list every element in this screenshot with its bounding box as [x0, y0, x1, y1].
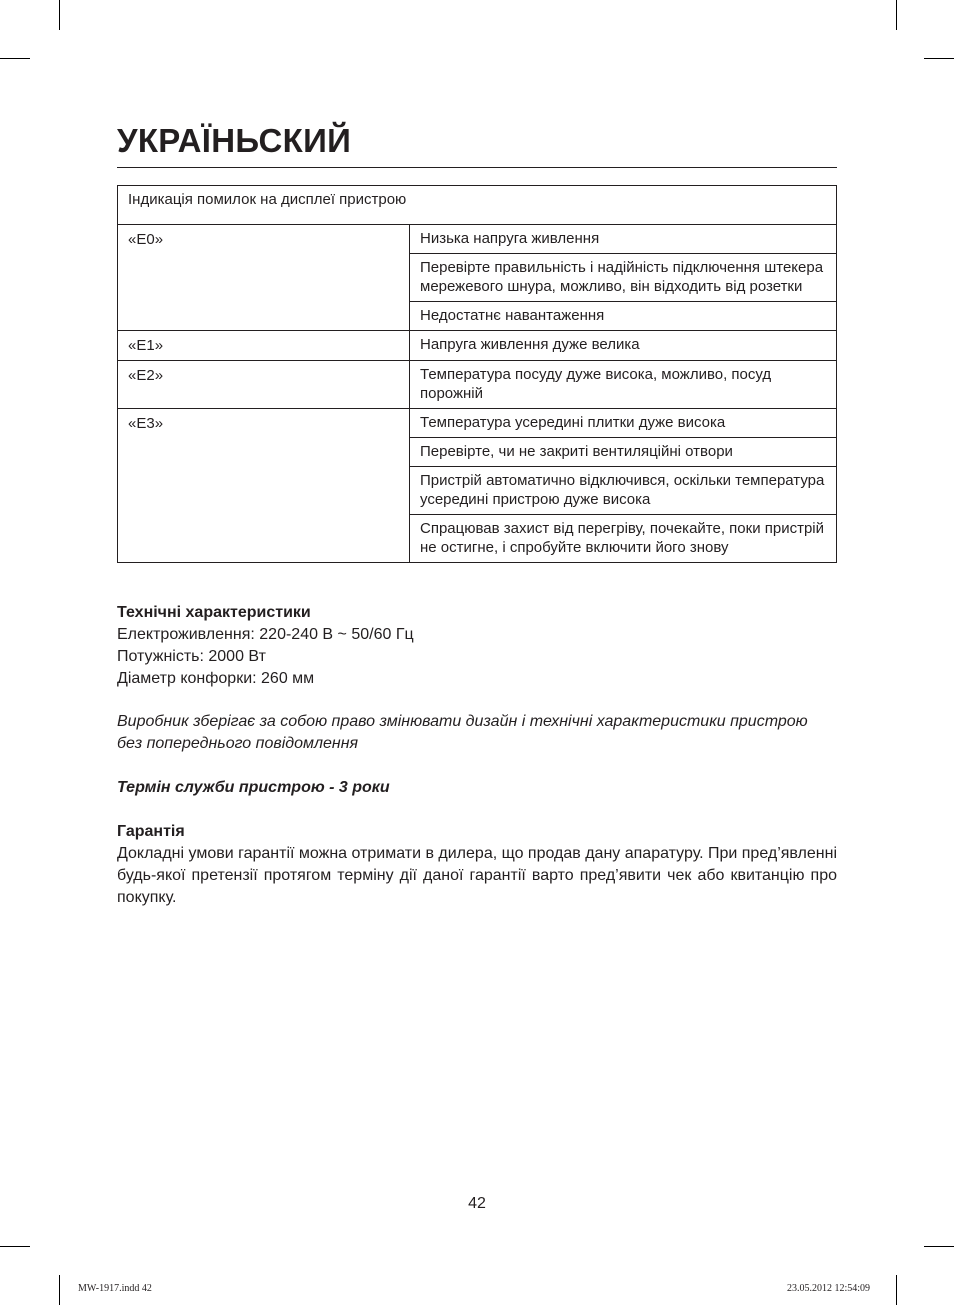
table-header-row [118, 186, 837, 225]
error-code: «E0» [118, 225, 410, 331]
error-message: Перевірте, чи не закриті вентиляційні отвори [410, 438, 837, 467]
error-message: Температура усередині плитки дуже висока [410, 409, 837, 438]
crop-mark [0, 1246, 30, 1247]
page-number: 42 [468, 1195, 486, 1212]
warranty-text: Докладні умови гарантії можна отримати в дилера, що продав дану апаратуру. При пред’явленні будь-якої претензії протягом терміну дії даної гарантії варто пред’явити чек або квитанцію про покупку. [117, 845, 838, 906]
error-code: «E3» [118, 409, 410, 563]
table-row [118, 409, 837, 438]
crop-mark [924, 1246, 954, 1247]
error-message: Пристрій автоматично відключився, оскільки температура усередині пристрою дуже висока [410, 467, 837, 515]
error-table [117, 185, 837, 563]
warranty-section [117, 821, 837, 909]
table-row [118, 361, 837, 409]
crop-mark [896, 1275, 897, 1305]
table-row [118, 225, 837, 254]
crop-mark [896, 0, 897, 30]
crop-mark [924, 58, 954, 59]
error-message: Перевірте правильність і надійність підключення штекера мережевого шнура, можливо, він відходить від розетки [410, 254, 837, 302]
spec-power-supply: Електроживлення: 220-240 В ~ 50/60 Гц [117, 626, 414, 643]
crop-mark [59, 1275, 60, 1305]
error-code: «E1» [118, 331, 410, 361]
slug-file: MW-1917.indd 42 [78, 1283, 152, 1294]
error-message: Температура посуду дуже висока, можливо, посуд порожній [410, 361, 837, 409]
title-rule [117, 167, 837, 168]
warranty-heading: Гарантія [117, 823, 185, 840]
slug-timestamp: 23.05.2012 12:54:09 [786, 1283, 870, 1294]
error-message: Недостатнє навантаження [410, 302, 837, 331]
spec-diameter: Діаметр конфорки: 260 мм [117, 670, 315, 687]
crop-mark [59, 0, 60, 30]
manufacturer-note: Виробник зберігає за собою право змінювати дизайн і технічні характеристики пристрою без попереднього повідомлення [117, 713, 808, 752]
error-code: «E2» [118, 361, 410, 409]
table-header: Індикація помилок на дисплеї пристрою [118, 186, 837, 225]
service-life: Термін служби пристрою - 3 роки [117, 779, 390, 796]
spec-power: Потужність: 2000 Вт [117, 648, 266, 665]
crop-mark [0, 58, 30, 59]
error-message: Напруга живлення дуже велика [410, 331, 837, 361]
page-title: УКРАЇНЬСКИЙ [117, 122, 352, 159]
table-row [118, 331, 837, 361]
error-message: Спрацював захист від перегріву, почекайте, поки пристрій не остигне, і спробуйте включити його знову [410, 515, 837, 563]
error-message: Низька напруга живлення [410, 225, 837, 254]
specs-heading: Технічні характеристики [117, 604, 311, 621]
specs-section [117, 602, 837, 690]
